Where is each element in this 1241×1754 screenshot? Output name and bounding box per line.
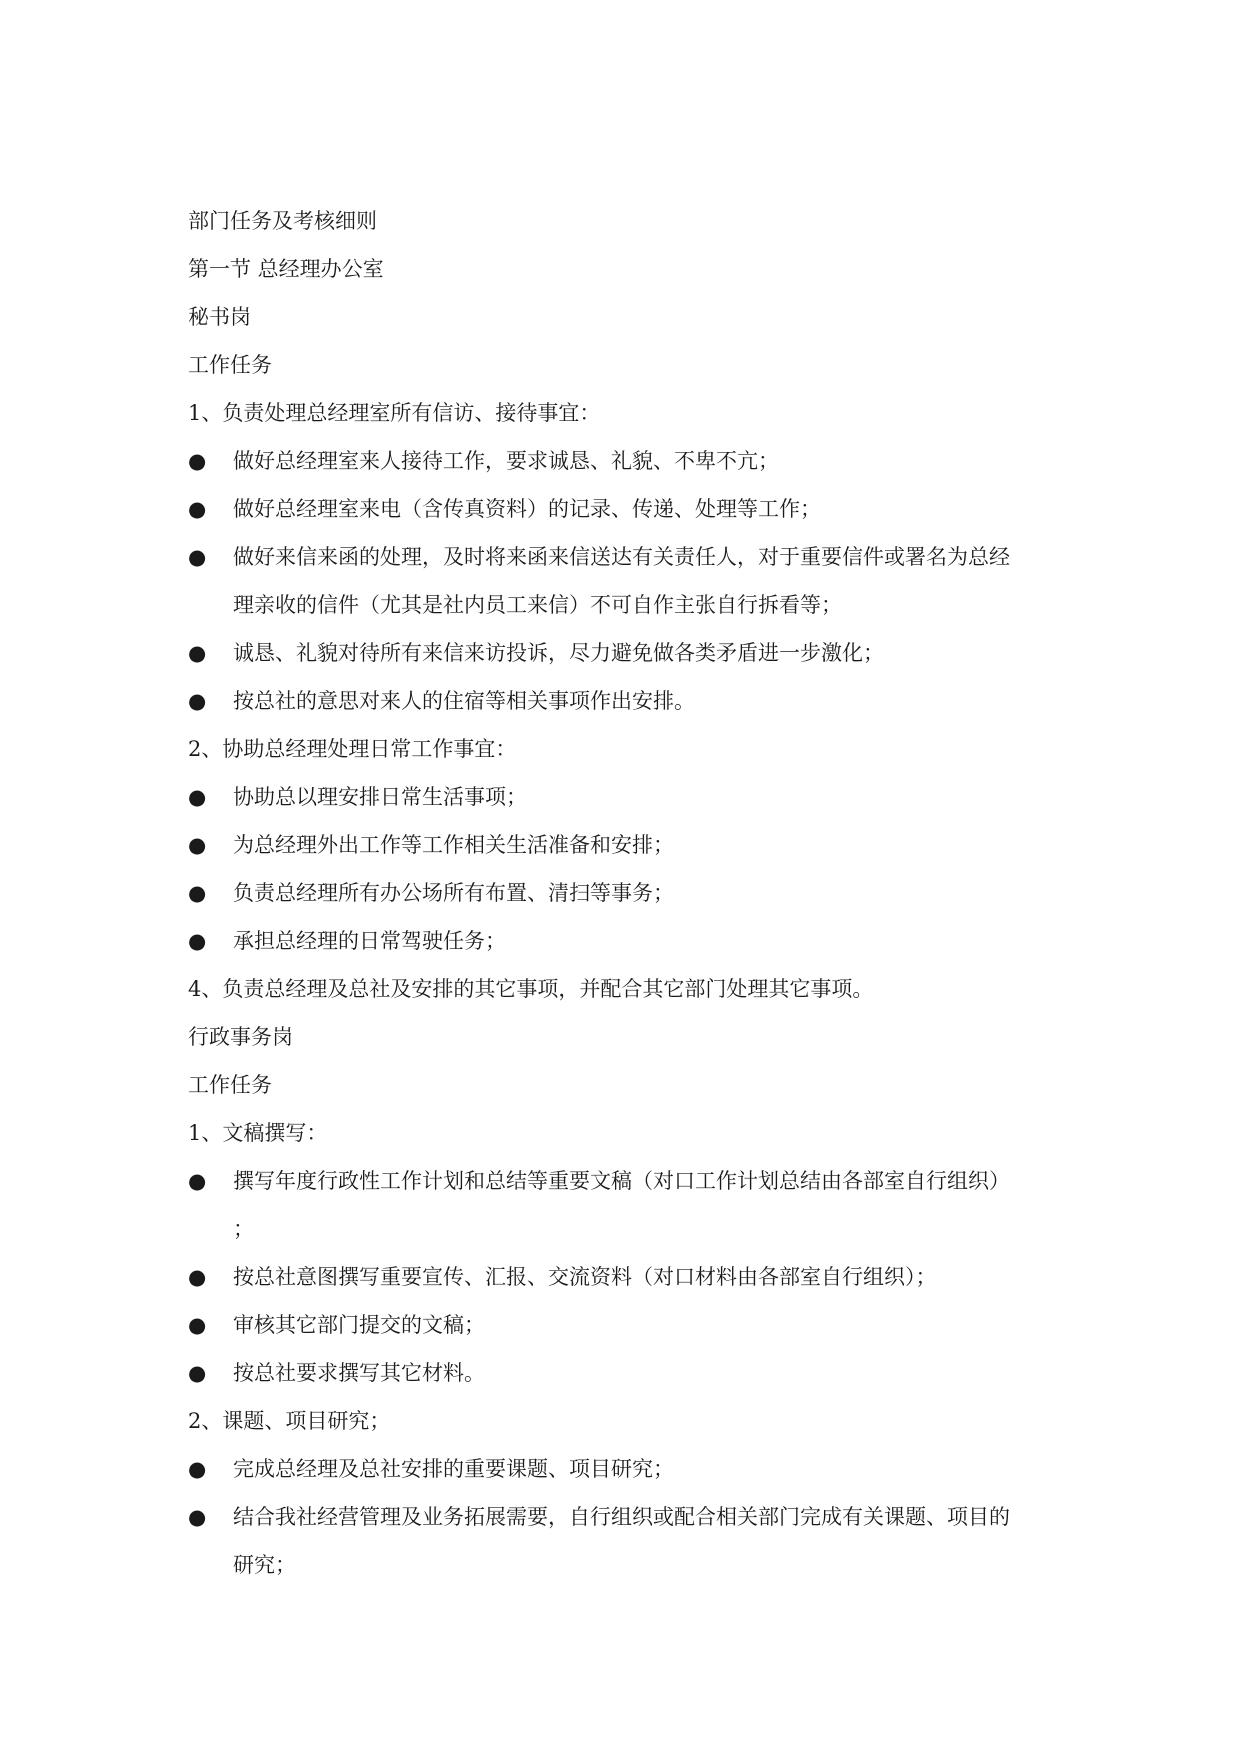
bullet-item: 按总社意图撰写重要宣传、汇报、交流资料（对口材料由各部室自行组织）； [233, 1265, 937, 1289]
bullet-item: 承担总经理的日常驾驶任务； [233, 929, 506, 953]
bullet-icon: ● [188, 641, 207, 665]
bullet-item: 按总社要求撰写其它材料。 [233, 1361, 485, 1385]
bullet-icon: ● [188, 497, 207, 521]
bullet-item: 做好总经理室来电（含传真资料）的记录、传递、处理等工作； [233, 497, 821, 521]
bullet-icon: ● [188, 881, 207, 905]
bullet-icon: ● [188, 449, 207, 473]
bullet-item: 做好总经理室来人接待工作，要求诚恳、礼貌、不卑不亢； [233, 449, 779, 473]
tasks-heading: 工作任务 [188, 353, 272, 377]
bullet-item: 撰写年度行政性工作计划和总结等重要文稿（对口工作计划总结由各部室自行组织） [233, 1169, 1010, 1193]
post-title-admin: 行政事务岗 [188, 1025, 293, 1049]
bullet-icon: ● [188, 833, 207, 857]
numbered-item: 2、协助总经理处理日常工作事宜： [188, 737, 517, 761]
bullet-item-continuation: 理亲收的信件（尤其是社内员工来信）不可自作主张自行拆看等； [233, 593, 842, 617]
numbered-item: 1、负责处理总经理室所有信访、接待事宜： [188, 401, 601, 425]
numbered-item: 1、文稿撰写： [188, 1121, 328, 1145]
bullet-item: 审核其它部门提交的文稿； [233, 1313, 485, 1337]
bullet-icon: ● [188, 1505, 207, 1529]
bullet-icon: ● [188, 1361, 207, 1385]
numbered-item: 4、负责总经理及总社及安排的其它事项，并配合其它部门处理其它事项。 [188, 977, 874, 1001]
document-title: 部门任务及考核细则 [188, 209, 377, 233]
tasks-heading: 工作任务 [188, 1073, 272, 1097]
bullet-item: 完成总经理及总社安排的重要课题、项目研究； [233, 1457, 674, 1481]
bullet-item: 结合我社经营管理及业务拓展需要，自行组织或配合相关部门完成有关课题、项目的 [233, 1505, 1010, 1529]
bullet-icon: ● [188, 929, 207, 953]
bullet-icon: ● [188, 689, 207, 713]
bullet-item: 做好来信来函的处理，及时将来函来信送达有关责任人，对于重要信件或署名为总经 [233, 545, 1010, 569]
bullet-item-continuation: ； [233, 1217, 254, 1241]
bullet-item-continuation: 研究； [233, 1553, 296, 1577]
bullet-item: 为总经理外出工作等工作相关生活准备和安排； [233, 833, 674, 857]
section-heading: 第一节 总经理办公室 [188, 257, 384, 281]
bullet-icon: ● [188, 785, 207, 809]
bullet-item: 协助总以理安排日常生活事项； [233, 785, 527, 809]
bullet-icon: ● [188, 545, 207, 569]
bullet-item: 按总社的意思对来人的住宿等相关事项作出安排。 [233, 689, 695, 713]
bullet-icon: ● [188, 1457, 207, 1481]
numbered-item: 2、课题、项目研究； [188, 1409, 391, 1433]
post-title-secretary: 秘书岗 [188, 305, 251, 329]
bullet-item: 负责总经理所有办公场所有布置、清扫等事务； [233, 881, 674, 905]
bullet-icon: ● [188, 1313, 207, 1337]
bullet-icon: ● [188, 1265, 207, 1289]
bullet-item: 诚恳、礼貌对待所有来信来访投诉，尽力避免做各类矛盾进一步激化； [233, 641, 884, 665]
bullet-icon: ● [188, 1169, 207, 1193]
